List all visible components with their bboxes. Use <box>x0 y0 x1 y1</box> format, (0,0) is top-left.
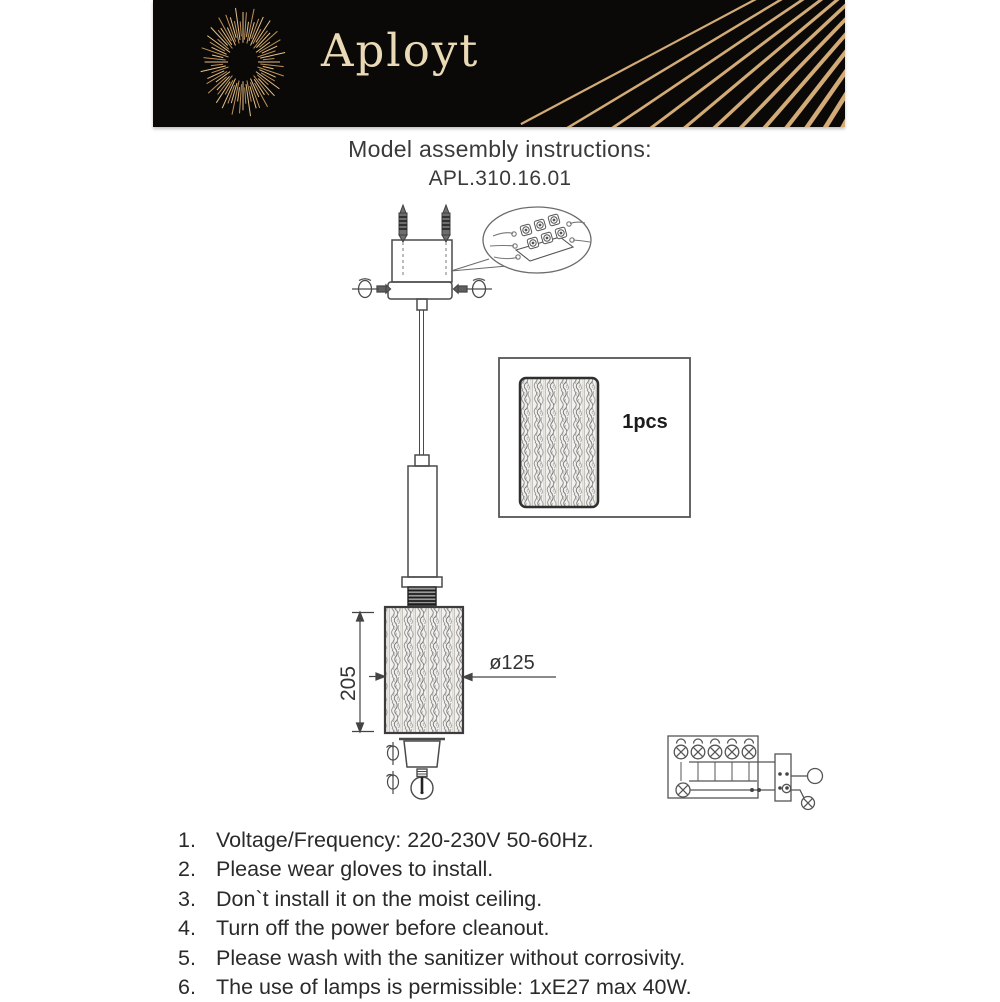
diameter-dimension-label: ø125 <box>489 652 535 674</box>
instruction-text: Please wash with the sanitizer without corrosivity. <box>216 945 686 970</box>
instruction-text: Turn off the power before cleanout. <box>216 916 550 941</box>
instruction-item <box>178 973 868 1002</box>
height-dimension-label: 205 <box>337 665 360 701</box>
parts-quantity-label: 1pcs <box>622 411 668 433</box>
instruction-number: 4. <box>178 916 196 941</box>
bulb-icon <box>411 769 433 799</box>
wiring-diagram <box>668 736 823 810</box>
ceiling-bracket <box>388 240 452 310</box>
instruction-number: 3. <box>178 886 196 911</box>
pendant-rod <box>402 310 442 606</box>
sunburst-icon <box>201 8 285 116</box>
instruction-item <box>178 885 868 914</box>
instruction-item <box>178 855 868 884</box>
instruction-item <box>178 914 868 943</box>
ceiling-screws <box>399 205 450 278</box>
instruction-number: 6. <box>178 975 196 1000</box>
height-dimension <box>337 612 374 732</box>
socket-and-bulb <box>387 739 446 799</box>
parts-box <box>499 358 690 517</box>
instruction-number: 2. <box>178 857 196 882</box>
turn-screw-icon <box>387 742 399 765</box>
lamp-symbols <box>674 739 756 759</box>
terminal-block-callout <box>451 207 591 273</box>
model-number: APL.310.16.01 <box>428 167 572 190</box>
banner-decoration <box>153 0 845 127</box>
shade-part-image <box>520 378 598 507</box>
lamp-shade <box>385 607 463 733</box>
turn-screw-icon <box>387 771 399 794</box>
page-title: Model assembly instructions: <box>348 136 652 162</box>
instruction-text: Don`t install it on the moist ceiling. <box>216 886 543 911</box>
instruction-item <box>178 826 868 855</box>
instruction-text: The use of lamps is permissible: 1xE27 max 40W. <box>216 975 692 1000</box>
brand-banner <box>153 0 845 127</box>
assembly-diagram <box>325 195 835 815</box>
brand-logo-text: Aployt <box>321 24 480 77</box>
instruction-text: Please wear gloves to install. <box>216 857 494 882</box>
corner-rays-icon <box>521 0 845 127</box>
instruction-number: 5. <box>178 945 196 970</box>
instruction-number: 1. <box>178 828 196 852</box>
title-block <box>0 136 1000 191</box>
instructions-list <box>178 826 868 1002</box>
instruction-text: Voltage/Frequency: 220-230V 50-60Hz. <box>216 828 594 852</box>
instruction-item <box>178 944 868 973</box>
